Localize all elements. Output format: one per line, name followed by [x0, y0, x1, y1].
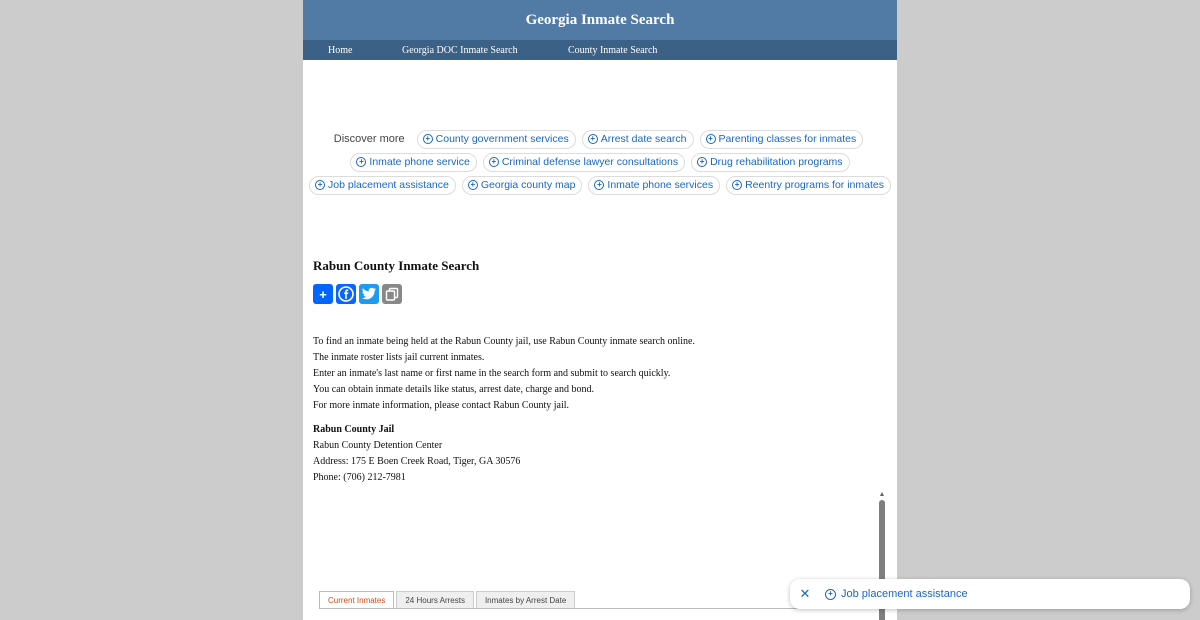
tab-current-inmates[interactable]: Current Inmates — [319, 591, 394, 609]
intro-line: The inmate roster lists jail current inmates. — [313, 352, 485, 363]
jail-info — [313, 422, 883, 486]
top-navigation — [303, 40, 897, 60]
plus-circle-icon: + — [489, 157, 499, 167]
inmate-tabs — [319, 591, 575, 609]
chip-georgia-county-map[interactable] — [462, 176, 583, 195]
chip-arrest-date-search[interactable] — [582, 130, 694, 149]
chip-label: Drug rehabilitation programs — [710, 156, 843, 168]
tab-inmates-by-arrest-date[interactable]: Inmates by Arrest Date — [476, 591, 575, 609]
toast-chip-label: Job placement assistance — [841, 588, 968, 600]
plus-circle-icon: + — [423, 134, 433, 144]
intro-line: You can obtain inmate details like status, arrest date, charge and bond. — [313, 384, 594, 395]
plus-circle-icon: + — [468, 180, 478, 190]
chip-label: Inmate phone services — [607, 179, 714, 191]
plus-circle-icon: + — [588, 134, 598, 144]
plus-circle-icon: + — [732, 180, 742, 190]
toast-chip-job-placement[interactable] — [825, 588, 968, 600]
plus-circle-icon: + — [697, 157, 707, 167]
chip-label: Reentry programs for inmates — [745, 179, 884, 191]
tab-24-hours-arrests[interactable]: 24 Hours Arrests — [396, 591, 474, 609]
discover-row-1 — [303, 128, 897, 150]
bottom-suggestion-bar — [790, 579, 1190, 609]
facebook-icon[interactable] — [336, 284, 356, 304]
nav-georgia-doc-inmate-search[interactable]: Georgia DOC Inmate Search — [402, 44, 518, 56]
chip-label: Parenting classes for inmates — [718, 133, 857, 145]
chip-inmate-phone-service[interactable] — [350, 153, 476, 172]
main-content — [313, 258, 883, 486]
discover-row-3 — [303, 174, 897, 196]
site-title[interactable]: Georgia Inmate Search — [525, 11, 675, 28]
chip-inmate-phone-services[interactable] — [588, 176, 720, 195]
site-header — [303, 0, 897, 40]
intro-line: Enter an inmate's last name or first name in the search form and submit to search quickly. — [313, 368, 671, 379]
chip-label: Job placement assistance — [328, 179, 449, 191]
intro-line: To find an inmate being held at the Rabun County jail, use Rabun County inmate search online. — [313, 336, 695, 347]
nav-home[interactable]: Home — [328, 44, 353, 56]
scroll-up-arrow-icon[interactable]: ▲ — [878, 490, 886, 498]
chip-label: Arrest date search — [600, 133, 687, 145]
plus-circle-icon: + — [356, 157, 366, 167]
chip-label: County government services — [435, 133, 569, 145]
discover-row-2 — [303, 151, 897, 173]
discover-more-label: Discover more — [333, 133, 405, 145]
nav-county-inmate-search[interactable]: County Inmate Search — [568, 44, 658, 56]
twitter-icon[interactable] — [359, 284, 379, 304]
plus-circle-icon: + — [825, 589, 836, 600]
jail-address: Address: 175 E Boen Creek Road, Tiger, GA 30576 — [313, 456, 521, 467]
discover-more-panel — [303, 128, 897, 197]
jail-facility: Rabun County Detention Center — [313, 440, 443, 451]
jail-phone: Phone: (706) 212-7981 — [313, 472, 406, 483]
intro-line: For more inmate information, please contact Rabun County jail. — [313, 400, 570, 411]
intro-text — [313, 334, 883, 414]
page-title: Rabun County Inmate Search — [313, 258, 480, 273]
plus-circle-icon: + — [594, 180, 604, 190]
share-buttons — [313, 284, 883, 304]
jail-name: Rabun County Jail — [313, 424, 395, 435]
plus-circle-icon: + — [315, 180, 325, 190]
share-plus-icon[interactable]: + — [313, 284, 333, 304]
chip-reentry-programs[interactable] — [726, 176, 891, 195]
page — [303, 0, 897, 620]
chip-label: Georgia county map — [480, 179, 576, 191]
chip-drug-rehabilitation[interactable] — [691, 153, 849, 172]
plus-circle-icon: + — [706, 134, 716, 144]
chip-job-placement[interactable] — [309, 176, 456, 195]
chip-parenting-classes[interactable] — [700, 130, 864, 149]
chip-county-government-services[interactable] — [417, 130, 576, 149]
chip-criminal-defense-lawyer[interactable] — [483, 153, 685, 172]
close-icon[interactable]: ✕ — [799, 586, 811, 601]
chip-label: Criminal defense lawyer consultations — [501, 156, 679, 168]
chip-label: Inmate phone service — [369, 156, 470, 168]
copy-link-icon[interactable] — [382, 284, 402, 304]
